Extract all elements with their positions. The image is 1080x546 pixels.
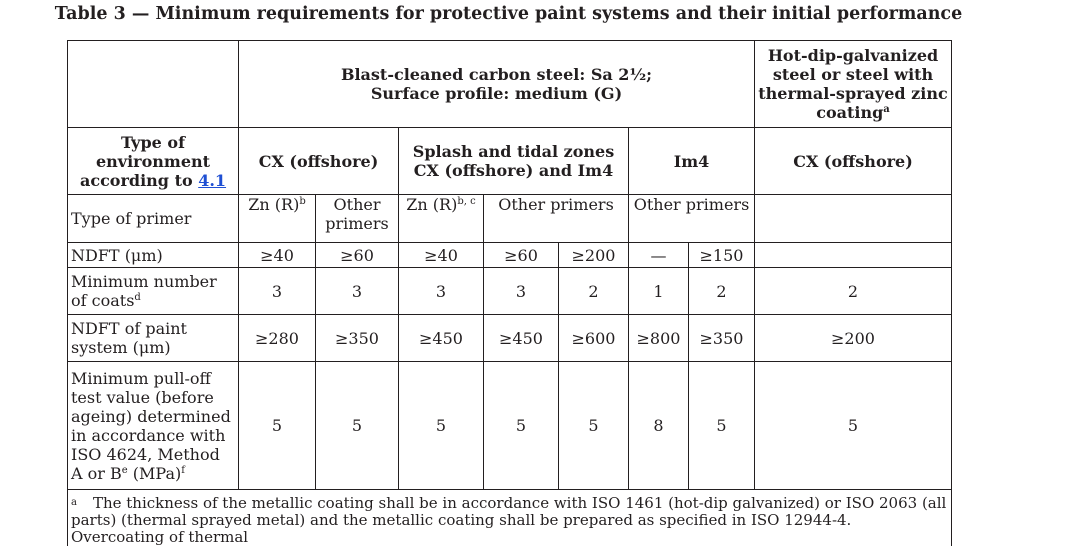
row-label-primer: Type of primer — [68, 195, 239, 243]
footnote-ref-f: f — [181, 465, 185, 476]
requirements-table — [67, 40, 952, 546]
ndft-galv-empty — [755, 243, 952, 268]
row-ndft-system — [68, 315, 952, 362]
splash-line2: CX (offshore) and Im4 — [414, 161, 613, 180]
table-cell: ≥280 — [239, 315, 316, 362]
table-cell: 2 — [755, 268, 952, 315]
primer-other-2: Other primers — [484, 195, 629, 243]
row-label-pulloff — [68, 362, 239, 490]
primer-other-1: Other primers — [316, 195, 399, 243]
table-cell: ≥60 — [484, 243, 559, 268]
table-cell: ≥350 — [316, 315, 399, 362]
row-coats — [68, 268, 952, 315]
table-cell: ≥350 — [689, 315, 755, 362]
table-cell: 1 — [629, 268, 689, 315]
galvanized-header — [755, 41, 952, 128]
table-cell: 3 — [484, 268, 559, 315]
footnote-ref-e: e — [122, 465, 128, 476]
primer-zn-r-text: Zn (R) — [248, 195, 299, 214]
table-cell: ≥200 — [559, 243, 629, 268]
table-cell: ≥800 — [629, 315, 689, 362]
env-splash-tidal — [399, 128, 629, 195]
row-primer — [68, 195, 952, 243]
table-cell: ≥450 — [399, 315, 484, 362]
table-cell: 5 — [484, 362, 559, 490]
primer-zn-r-splash-text: Zn (R) — [406, 195, 457, 214]
carbon-steel-header — [239, 41, 755, 128]
row-label-coats-text: Minimum number of coats — [71, 272, 217, 310]
row-label-coats — [68, 268, 239, 315]
carbon-steel-line1: Blast-cleaned carbon steel: Sa 2½; — [341, 65, 652, 84]
row-footnote — [68, 490, 952, 546]
empty-corner-cell — [68, 41, 239, 128]
row-label-ndft: NDFT (μm) — [68, 243, 239, 268]
pulloff-label-unit: (MPa) — [128, 464, 182, 483]
footnote-ref-bc: b, c — [457, 196, 475, 207]
env-im4: Im4 — [629, 128, 755, 195]
table-cell: ≥150 — [689, 243, 755, 268]
footnote-marker: a — [71, 497, 77, 508]
table-cell: 5 — [239, 362, 316, 490]
environment-label — [68, 128, 239, 195]
table-cell: ≥40 — [399, 243, 484, 268]
row-label-ndft-system: NDFT of paint system (μm) — [68, 315, 239, 362]
table-cell: 3 — [399, 268, 484, 315]
footnote-a — [68, 490, 952, 546]
table-cell: ≥450 — [484, 315, 559, 362]
carbon-steel-line2: Surface profile: medium (G) — [371, 84, 622, 103]
env-cx-offshore: CX (offshore) — [239, 128, 399, 195]
table-cell: 2 — [689, 268, 755, 315]
table-cell: 2 — [559, 268, 629, 315]
table-cell: — — [629, 243, 689, 268]
table-cell: ≥600 — [559, 315, 629, 362]
env-cx-offshore-galv: CX (offshore) — [755, 128, 952, 195]
footnote-ref-b: b — [299, 196, 305, 207]
header-row-substrate — [68, 41, 952, 128]
pulloff-label-text: Minimum pull-off test value (before ageing) determined in accordance with ISO 4624, Method A or B — [71, 369, 231, 483]
table-cell: 5 — [559, 362, 629, 490]
row-ndft — [68, 243, 952, 268]
environment-label-text: Type of environment according to — [80, 133, 210, 190]
footnote-ref-d: d — [134, 292, 140, 303]
table-cell: 8 — [629, 362, 689, 490]
table-cell: ≥60 — [316, 243, 399, 268]
primer-zn-r — [239, 195, 316, 243]
table-cell: 5 — [689, 362, 755, 490]
table-cell: 3 — [316, 268, 399, 315]
clause-link[interactable]: 4.1 — [198, 171, 226, 190]
table-cell: 5 — [399, 362, 484, 490]
row-pulloff — [68, 362, 952, 490]
table-cell: ≥40 — [239, 243, 316, 268]
primer-other-3: Other primers — [629, 195, 755, 243]
footnote-text: The thickness of the metallic coating shall be in accordance with ISO 1461 (hot-dip galvanized) or ISO 2063 (all parts) (thermal sprayed metal) and the metallic coating shall be prepared as specified in ISO 12944-4. Overcoating of thermal — [71, 494, 946, 546]
primer-zn-r-splash — [399, 195, 484, 243]
primer-galv-empty — [755, 195, 952, 243]
splash-line1: Splash and tidal zones — [413, 142, 614, 161]
header-row-environment — [68, 128, 952, 195]
galvanized-header-text: Hot-dip-galvanized steel or steel with thermal-sprayed zinc coating — [758, 46, 947, 122]
table-cell: ≥200 — [755, 315, 952, 362]
table-cell: 5 — [316, 362, 399, 490]
table-title: Table 3 — Minimum requirements for protective paint systems and their initial performance — [0, 4, 1017, 24]
footnote-ref-a: a — [883, 104, 889, 115]
table-cell: 3 — [239, 268, 316, 315]
table-cell: 5 — [755, 362, 952, 490]
